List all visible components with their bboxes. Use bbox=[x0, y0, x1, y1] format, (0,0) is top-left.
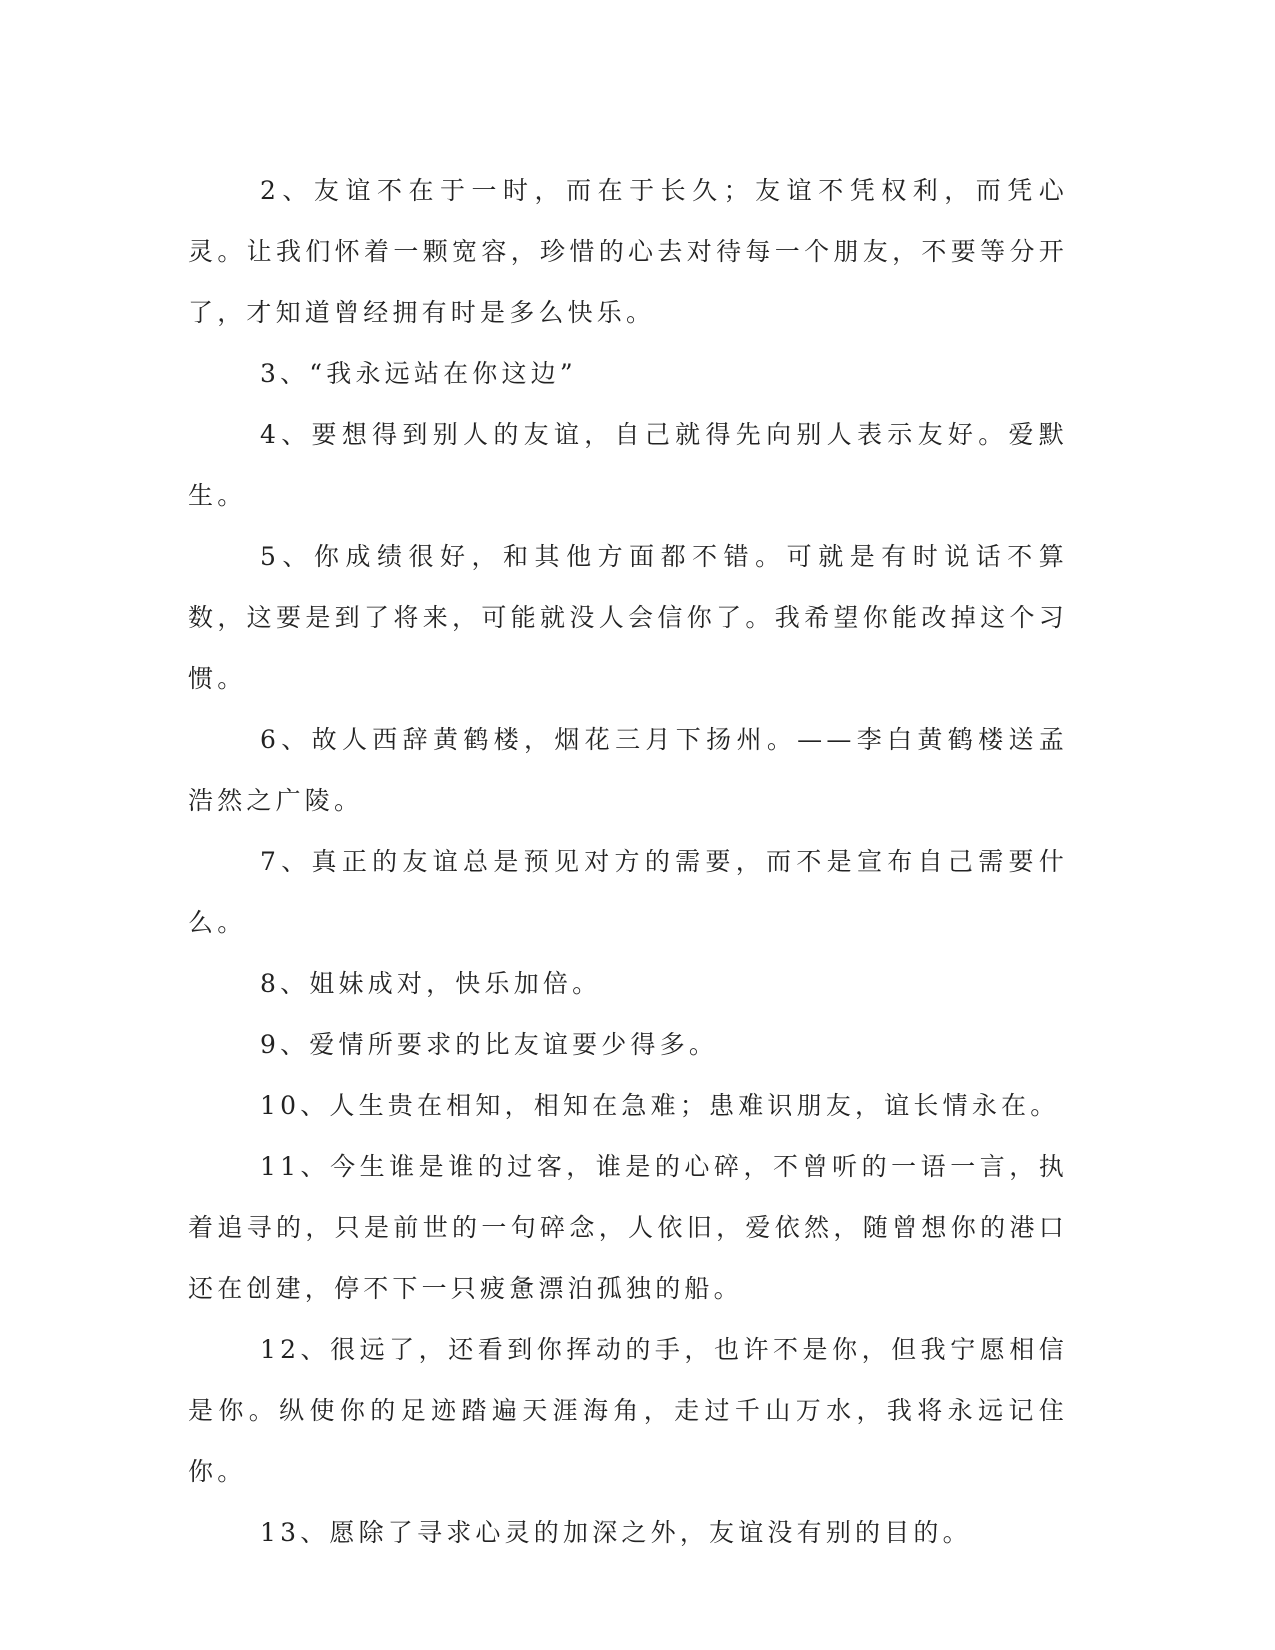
paragraph-9: 9、爱情所要求的比友谊要少得多。 bbox=[260, 1030, 719, 1059]
paragraph-6: 6、故人西辞黄鹤楼，烟花三月下扬州。——李白黄鹤楼送孟浩然之广陵。 bbox=[188, 725, 1068, 815]
paragraph-5: 5、你成绩很好，和其他方面都不错。可就是有时说话不算数，这要是到了将来，可能就没人会信你了。我希望你能改掉这个习惯。 bbox=[188, 542, 1068, 693]
document-body bbox=[188, 160, 1068, 1563]
paragraph-12: 12、很远了，还看到你挥动的手，也许不是你，但我宁愿相信是你。纵使你的足迹踏遍天涯海角，走过千山万水，我将永远记住你。 bbox=[188, 1335, 1068, 1486]
paragraph-11: 11、今生谁是谁的过客，谁是的心碎，不曾听的一语一言，执着追寻的，只是前世的一句碎念，人依旧，爱依然，随曾想你的港口还在创建，停不下一只疲惫漂泊孤独的船。 bbox=[188, 1152, 1068, 1303]
paragraph-2: 2、友谊不在于一时，而在于长久；友谊不凭权利，而凭心灵。让我们怀着一颗宽容，珍惜的心去对待每一个朋友，不要等分开了，才知道曾经拥有时是多么快乐。 bbox=[188, 176, 1068, 327]
paragraph-3: 3、“我永远站在你这边” bbox=[260, 359, 577, 388]
paragraph-7: 7、真正的友谊总是预见对方的需要，而不是宣布自己需要什么。 bbox=[188, 847, 1068, 937]
paragraph-10: 10、人生贵在相知，相知在急难；患难识朋友，谊长情永在。 bbox=[260, 1091, 1060, 1120]
paragraph-13: 13、愿除了寻求心灵的加深之外，友谊没有别的目的。 bbox=[260, 1518, 972, 1547]
paragraph-8: 8、姐妹成对，快乐加倍。 bbox=[260, 969, 602, 998]
paragraph-4: 4、要想得到别人的友谊，自己就得先向别人表示友好。爱默生。 bbox=[188, 420, 1068, 510]
